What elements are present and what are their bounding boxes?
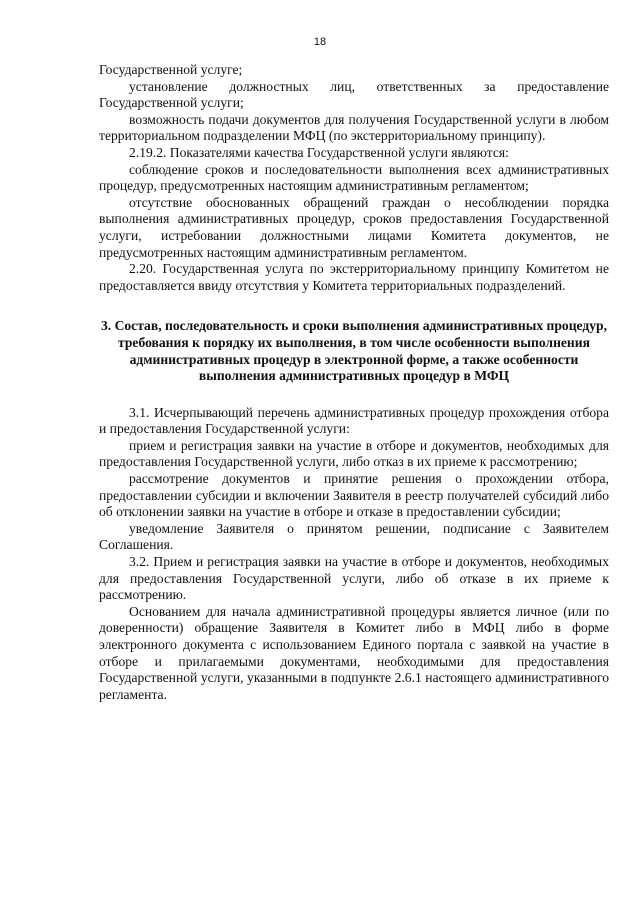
paragraph: 2.19.2. Показателями качества Государственной услуги являются: <box>129 144 509 160</box>
paragraph-group-bottom <box>99 405 609 704</box>
paragraph: 2.20. Государственная услуга по экстерриториальному принципу Комитетом не предоставляется ввиду отсутствия у Комитета территориальных подразделений. <box>99 261 609 293</box>
page-number: 18 <box>313 36 327 48</box>
section-heading: 3. Состав, последовательность и сроки выполнения административных процедур, требования к порядку их выполнения, в том числе особенности выполнения административных процедур в электронной форме, а также особенности выполнения административных процедур в МФЦ <box>100 318 608 384</box>
paragraph: прием и регистрация заявки на участие в отборе и документов, необходимых для предоставления Государственной услуги, либо отказ в их приеме к рассмотрению; <box>99 437 609 470</box>
paragraph: 3.1. Исчерпывающий перечень административных процедур прохождения отбора и предоставления Государственной услуги: <box>99 404 609 437</box>
document-body <box>99 62 609 703</box>
paragraph: 3.2. Прием и регистрация заявки на участие в отборе и документов, необходимых для предоставления Государственной услуги, либо об отказе в их приеме к рассмотрению. <box>99 554 609 603</box>
paragraph-group-top <box>99 62 609 294</box>
paragraph: уведомление Заявителя о принятом решении, подписание с Заявителем Соглашения. <box>99 520 609 553</box>
paragraph: Основанием для начала административной процедуры является личное (или по доверенности) обращение Заявителя в Комитет либо в МФЦ либо в форме электронного документа с использованием Единого портала с заявкой на участие в отборе и прилагаемыми документами, необходимыми для предоставления Государственной услуги, указанными в подпункте 2.6.1 настоящего административного регламента. <box>99 603 609 702</box>
paragraph: установление должностных лиц, ответственных за предоставление Государственной услуги; <box>99 78 609 111</box>
paragraph: соблюдение сроков и последовательности выполнения всех административных процедур, предусмотренных настоящим административным регламентом; <box>99 161 609 194</box>
paragraph: отсутствие обоснованных обращений граждан о несоблюдении порядка выполнения административных процедур, сроков предоставления Государственной услуги, истребовании должностными лицами Комитета документов, не предусмотренных настоящим административным регламентом. <box>99 194 609 260</box>
paragraph: возможность подачи документов для получения Государственной услуги в любом территориальном подразделении МФЦ (по экстерриториальному принципу). <box>99 111 609 144</box>
paragraph: Государственной услуге; <box>99 62 243 77</box>
paragraph: рассмотрение документов и принятие решения о прохождении отбора, предоставлении субсидии и включении Заявителя в реестр получателей субсидий либо об отклонении заявки на участие в отборе и отказе в предоставлении субсидии; <box>99 471 609 520</box>
